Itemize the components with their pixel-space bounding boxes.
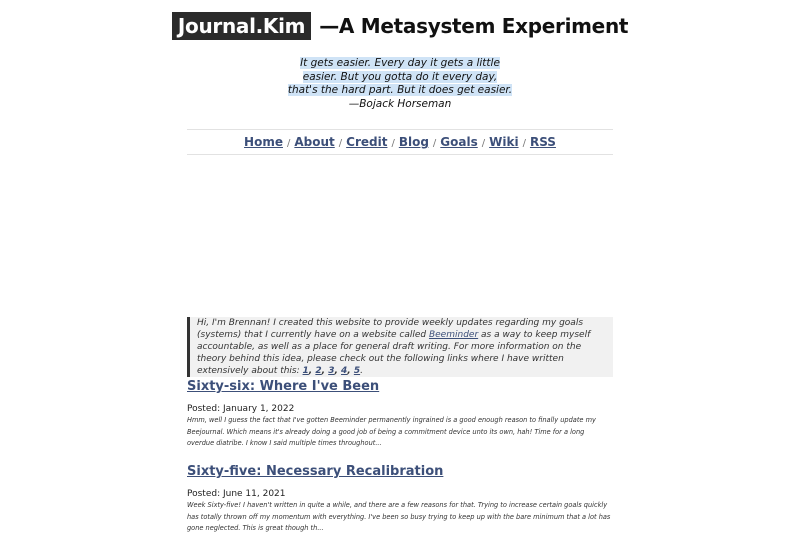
nav-separator: / <box>391 138 395 149</box>
nav-separator: / <box>432 138 437 149</box>
nav-credit[interactable]: Credit <box>346 135 388 149</box>
theory-link-4[interactable]: 4 <box>341 366 348 376</box>
beeminder-link[interactable]: Beeminder <box>428 330 479 340</box>
site-subtitle: —A Metasystem Experiment <box>319 14 629 38</box>
post-title[interactable]: Sixty-six: Where I've Been <box>187 379 380 394</box>
nav-goals[interactable]: Goals <box>440 135 478 149</box>
theory-link-2[interactable]: 2 <box>315 366 322 376</box>
site-title <box>172 12 628 40</box>
post-title[interactable]: Sixty-five: Necessary Recalibration <box>187 464 444 479</box>
nav-separator: / <box>481 138 486 149</box>
nav-separator: / <box>338 138 343 149</box>
nav-blog[interactable]: Blog <box>398 135 429 149</box>
post-date: Posted: January 1, 2022 <box>187 404 295 414</box>
intro-blockquote: Hi, I'm Brennan! I created this website to provide weekly updates regarding my goals (systems) that I currently have on a website called Beeminder as a way to keep myself accountable, as well as a place for general draft writing. For more information on the theory behind this idea, please check out the following links where I have written extensively about this: 1, 2, 3, 4, 5. <box>187 317 613 377</box>
nav-rss[interactable]: RSS <box>529 135 556 149</box>
nav-separator: / <box>286 138 291 149</box>
post-entry <box>187 379 613 450</box>
theory-link-3[interactable]: 3 <box>328 366 335 376</box>
intro-text-continued: as a way to keep myself accountable, as well as a place for general draft writing. For more information on the theory behind this idea, please check out the following links where I have written extensively about this: <box>197 330 591 376</box>
main-nav <box>187 129 613 155</box>
quote-text: It gets easier. Every day it gets a little easier. But you gotta do it every day, that's the hard part. But it does get easier. <box>287 57 513 96</box>
theory-link-5[interactable]: 5 <box>353 366 361 376</box>
site-logo[interactable]: Journal.Kim <box>172 12 311 40</box>
nav-wiki[interactable]: Wiki <box>489 135 519 149</box>
intro-text: Hi, I'm Brennan! I created this website to provide weekly updates regarding my goals (systems) that I currently have on a website called <box>197 318 584 340</box>
nav-about[interactable]: About <box>294 135 335 149</box>
nav-home[interactable]: Home <box>244 135 283 149</box>
theory-link-1[interactable]: 1 <box>302 366 309 376</box>
intro-end: . <box>360 366 363 376</box>
post-entry <box>187 464 613 535</box>
post-excerpt: Week Sixty-five! I haven't written in quite a while, and there are a few reasons for that. Trying to increase certain goals quickly has totally thrown off my momentum with everything. I've been so busy trying to keep up with the bare minimum that a lot has gone neglected. This is great though th... <box>187 501 611 532</box>
post-excerpt: Hmm, well I guess the fact that I've gotten Beeminder permanently ingrained is a good enough reason to finally update my Beejournal. Which means it's already doing a good job of being a commitment device unto its own, hah! Time for a long overdue diatribe. I know I said multiple times throughout... <box>187 416 596 447</box>
site-header <box>0 12 800 40</box>
quote-attribution: —Bojack Horseman <box>348 97 452 110</box>
nav-separator: / <box>522 138 526 149</box>
epigraph-quote <box>287 57 513 111</box>
post-date: Posted: June 11, 2021 <box>187 489 286 499</box>
